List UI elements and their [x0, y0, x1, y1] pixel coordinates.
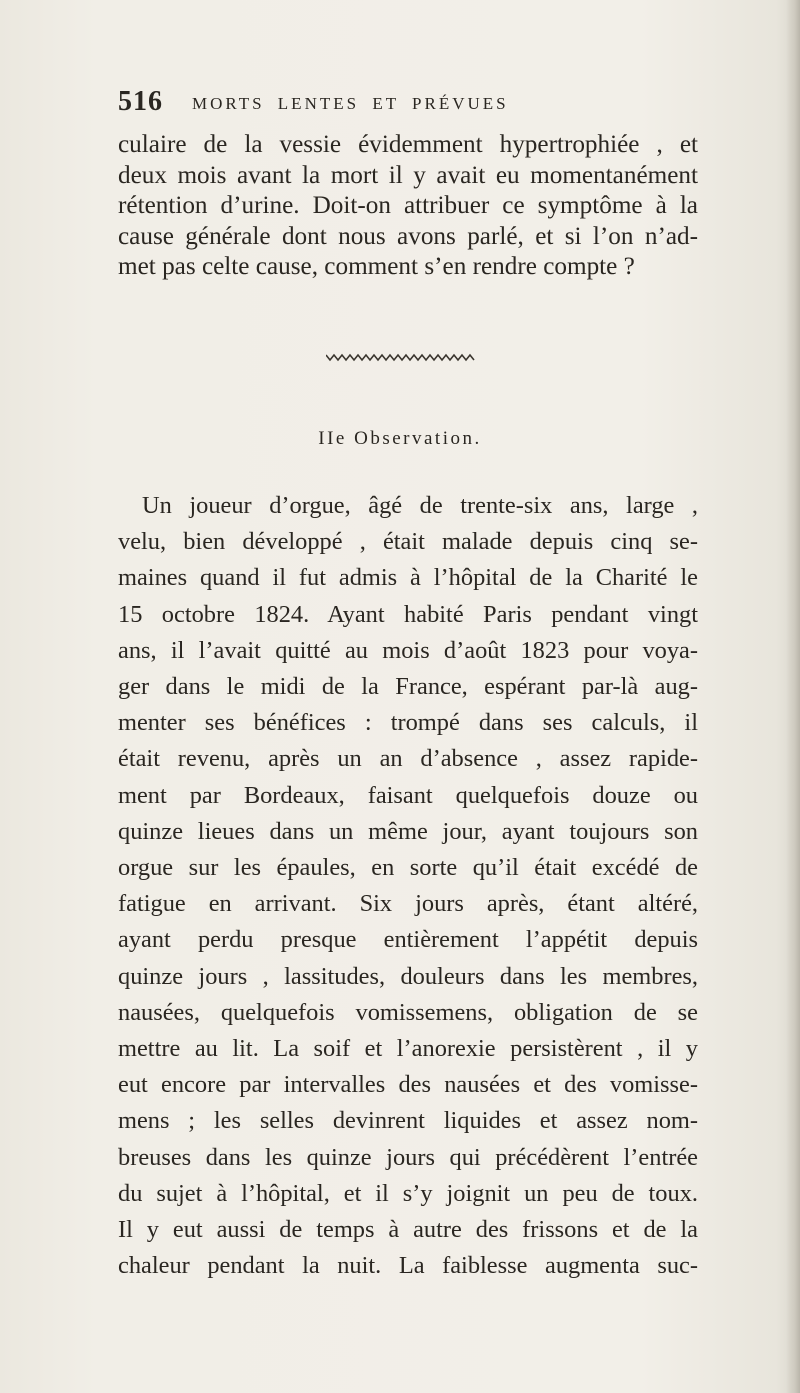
text-line: cause générale dont nous avons parlé, et si l’on n’ad-: [118, 222, 698, 250]
text-line: rétention d’urine. Doit-on attribuer ce symptôme à la: [118, 192, 698, 220]
text-line: eut encore par intervalles des nausées et des vomisse-: [118, 1071, 698, 1099]
text-line: était revenu, après un an d’absence , assez rapide-: [118, 745, 698, 773]
running-title: MORTS LENTES ET PRÉVUES: [192, 94, 509, 113]
section-heading: IIe Observation.: [318, 428, 482, 449]
text-line: ment par Bordeaux, faisant quelquefois douze ou: [118, 781, 698, 809]
text-line: orgue sur les épaules, en sorte qu’il était excédé de: [118, 854, 698, 882]
text-line: ger dans le midi de la France, espérant par-là aug-: [118, 673, 698, 701]
text-line: mettre au lit. La soif et l’anorexie persistèrent , il y: [118, 1035, 698, 1063]
text-line: ans, il l’avait quitté au mois d’août 1823 pour voya-: [118, 636, 698, 664]
ornamental-divider: [326, 352, 476, 362]
text-line: mens ; les selles devinrent liquides et assez nom-: [118, 1107, 698, 1135]
text-line: quinze jours , lassitudes, douleurs dans les membres,: [118, 962, 698, 990]
observation-paragraph: [118, 488, 698, 1284]
page-edge-shadow: [786, 0, 800, 1393]
text-line: quinze lieues dans un même jour, ayant toujours son: [118, 817, 698, 845]
text-line: Un joueur d’orgue, âgé de trente-six ans, large ,: [142, 492, 698, 519]
text-line: deux mois avant la mort il y avait eu momentanément: [118, 161, 698, 189]
text-line: nausées, quelquefois vomissemens, obligation de se: [118, 998, 698, 1026]
running-head: [118, 86, 698, 126]
text-line: met pas celte cause, comment s’en rendre compte ?: [118, 253, 635, 281]
page-number: 516: [118, 86, 163, 117]
text-line: menter ses bénéfices : trompé dans ses calculs, il: [118, 709, 698, 737]
text-line: ayant perdu presque entièrement l’appétit depuis: [118, 926, 698, 954]
text-line: 15 octobre 1824. Ayant habité Paris pendant vingt: [118, 600, 698, 628]
text-line: culaire de la vessie évidemment hypertrophiée , et: [118, 131, 698, 158]
text-line: velu, bien développé , était malade depuis cinq se-: [118, 528, 698, 556]
text-line: du sujet à l’hôpital, et il s’y joignit un peu de toux.: [118, 1179, 698, 1207]
continued-paragraph: [118, 130, 698, 283]
text-line: chaleur pendant la nuit. La faiblesse augmenta suc-: [118, 1252, 698, 1280]
text-line: Il y eut aussi de temps à autre des frissons et de la: [118, 1216, 698, 1244]
text-line: maines quand il fut admis à l’hôpital de la Charité le: [118, 564, 698, 592]
text-line: fatigue en arrivant. Six jours après, étant altéré,: [118, 890, 698, 918]
text-line: breuses dans les quinze jours qui précédèrent l’entrée: [118, 1143, 698, 1171]
